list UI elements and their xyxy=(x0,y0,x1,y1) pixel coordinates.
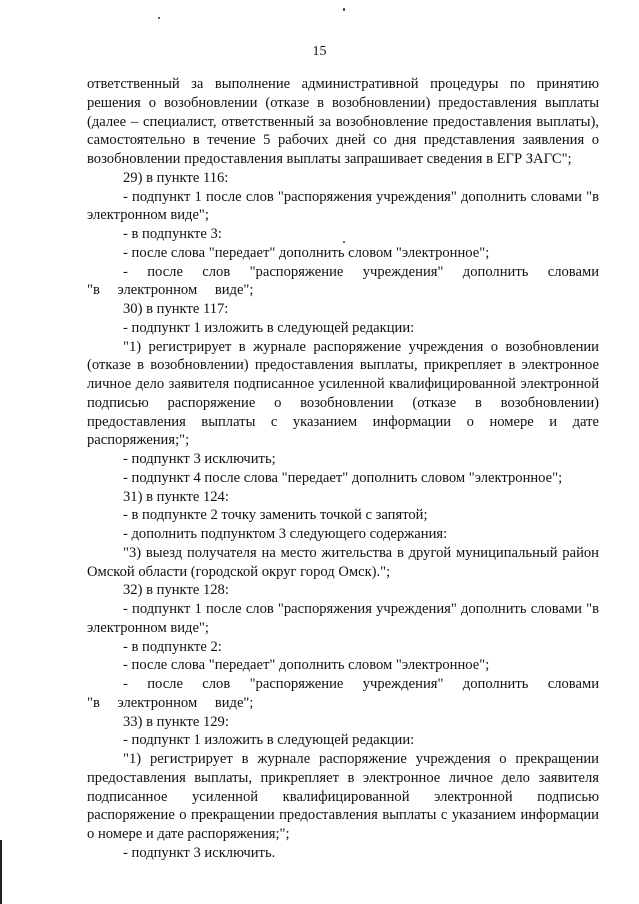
paragraph: - дополнить подпунктом 3 следующего содержания: xyxy=(123,526,448,542)
page-number: 15 xyxy=(312,44,327,59)
paragraph: - подпункт 1 после слов "распоряжения учреждения" дополнить словами "в электронном виде"; xyxy=(87,188,599,224)
paragraph: 30) в пункте 117: xyxy=(123,301,229,317)
paragraph: - подпункт 1 изложить в следующей редакции: xyxy=(123,732,415,749)
paragraph: - после слов "распоряжение учреждения" дополнить словами "в электронном виде"; xyxy=(87,263,599,299)
paragraph: - подпункт 3 исключить; xyxy=(123,451,276,467)
paragraph: "3) выезд получателя на место жительства в другой муниципальный район Омской области (городской округ город Омск)."; xyxy=(87,544,599,580)
paragraph: 29) в пункте 116: xyxy=(123,169,229,186)
paragraph: - после слова "передает" дополнить словом "электронное"; xyxy=(123,244,490,261)
paragraph: 31) в пункте 124: xyxy=(123,488,229,505)
paragraph: - в подпункте 2: xyxy=(123,638,222,655)
paragraph: - в подпункте 3: xyxy=(123,226,222,242)
paragraph: "1) регистрирует в журнале распоряжение учреждения о возобновлении (отказе в возобновлении) предоставления выплаты, прикрепляет в электронное личное дело заявителя подписанное усиленной квалифицированной электронной подписью распоряжение о возобновлении (отказе в возобновлении) предоставления выплаты с указанием информации о номере и дате распоряжения;"; xyxy=(87,338,599,449)
paragraph: ответственный за выполнение административной процедуры по принятию решения о возобновлении (отказе в возобновлении) предоставления выплаты (далее – специалист, ответственный за возобновление предоставления выплаты), самостоятельно в течение 5 рабочих дней со дня представления заявления о возобновлении предоставления выплаты запрашивает сведения в ЕГР ЗАГС"; xyxy=(87,76,599,167)
paragraph: - подпункт 4 после слова "передает" дополнить словом "электронное"; xyxy=(123,469,563,486)
paragraph: - подпункт 3 исключить. xyxy=(123,844,276,861)
paragraph: - в подпункте 2 точку заменить точкой с запятой; xyxy=(123,507,428,524)
document-body xyxy=(87,75,599,863)
paragraph: 33) в пункте 129: xyxy=(123,713,229,730)
paragraph: - после слова "передает" дополнить словом "электронное"; xyxy=(123,657,490,674)
scan-edge-mark xyxy=(0,840,2,904)
paragraph: "1) регистрирует в журнале распоряжение учреждения о прекращении предоставления выплаты, прикрепляет в электронное личное дело заявителя подписанное усиленной квалифицированной электронной подписью распоряжение о прекращении предоставления выплаты с указанием информации о номере и дате распоряжения;"; xyxy=(87,751,599,842)
paragraph: 32) в пункте 128: xyxy=(123,582,229,599)
paragraph: - подпункт 1 изложить в следующей редакции: xyxy=(123,319,415,336)
paragraph: - после слов "распоряжение учреждения" дополнить словами "в электронном виде"; xyxy=(87,676,599,711)
scan-speck xyxy=(158,17,160,19)
paragraph: - подпункт 1 после слов "распоряжения учреждения" дополнить словами "в электронном виде"; xyxy=(87,601,599,636)
scan-speck xyxy=(343,8,345,11)
